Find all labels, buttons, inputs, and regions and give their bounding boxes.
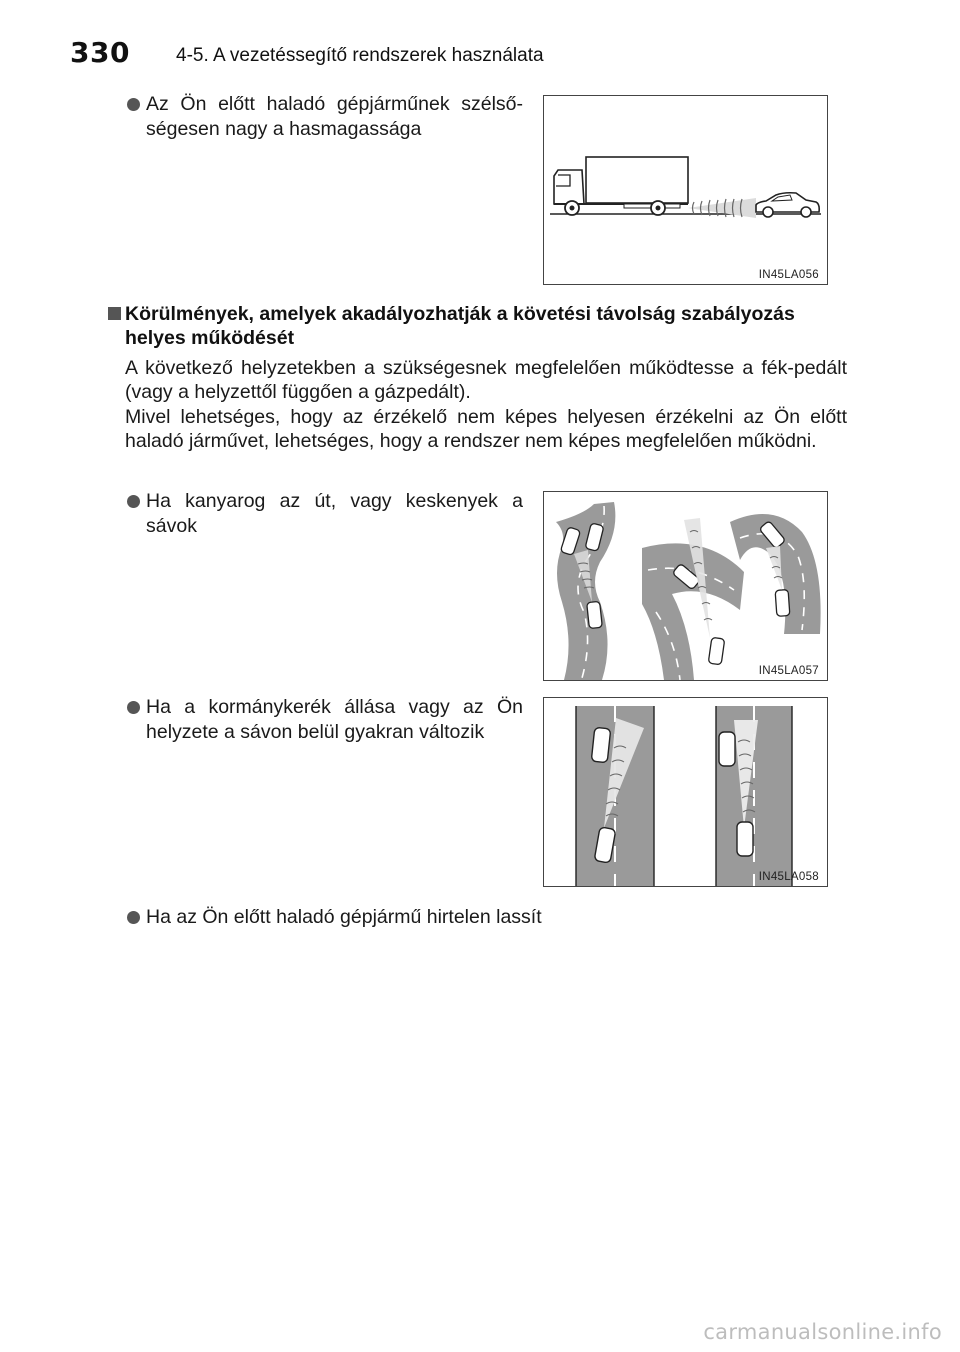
bullet-item-steering-position xyxy=(127,695,523,745)
figure-code: IN45LA057 xyxy=(758,665,819,677)
bullet-item-winding-road xyxy=(127,489,523,539)
page-number: 330 xyxy=(70,36,130,69)
bullet-text: Ha kanyarog az út, vagy keskenyek a sávok xyxy=(146,490,523,537)
bullet-dot-icon xyxy=(127,495,140,508)
section-heading xyxy=(108,302,856,350)
truck-and-car-illustration-icon xyxy=(544,96,827,284)
heading-square-icon xyxy=(108,307,121,320)
watermark: carmanualsonline.info xyxy=(703,1320,942,1344)
paragraph-sensor: Mivel lehetséges, hogy az érzékelő nem képes helyesen érzékelni az Ön előtt haladó járművet, lehetséges, hogy a rendszer nem képes megfelelően működni. xyxy=(125,406,847,452)
figure-curved-roads xyxy=(543,491,828,681)
paragraph-brake-pedal: A következő helyzetekben a szükségesnek megfelelően működtesse a fék-pedált (vagy a helyzettől függően a gázpedált). xyxy=(125,357,847,403)
bullet-dot-icon xyxy=(127,701,140,714)
bullet-dot-icon xyxy=(127,911,140,924)
bullet-dot-icon xyxy=(127,98,140,111)
bullet-text: Az Ön előtt haladó gépjárműnek szélső-ségesen nagy a hasmagassága xyxy=(146,93,523,140)
section-title: 4-5. A vezetéssegítő rendszerek használata xyxy=(176,45,544,66)
bullet-item-sudden-slowdown xyxy=(127,905,687,930)
figure-code: IN45LA056 xyxy=(758,269,819,281)
figure-truck-ground-clearance xyxy=(543,95,828,285)
bullet-text: Ha a kormánykerék állása vagy az Ön helyzete a sávon belül gyakran változik xyxy=(146,696,523,743)
curved-roads-illustration-icon xyxy=(544,492,827,680)
bullet-text: Ha az Ön előtt haladó gépjármű hirtelen lassít xyxy=(146,906,542,928)
figure-code: IN45LA058 xyxy=(758,871,819,883)
lane-position-illustration-icon xyxy=(544,698,827,886)
figure-lane-position xyxy=(543,697,828,887)
section-heading-text: Körülmények, amelyek akadályozhatják a követési távolság szabályozás helyes működését xyxy=(125,303,795,349)
bullet-item-high-ground-clearance xyxy=(127,92,523,142)
